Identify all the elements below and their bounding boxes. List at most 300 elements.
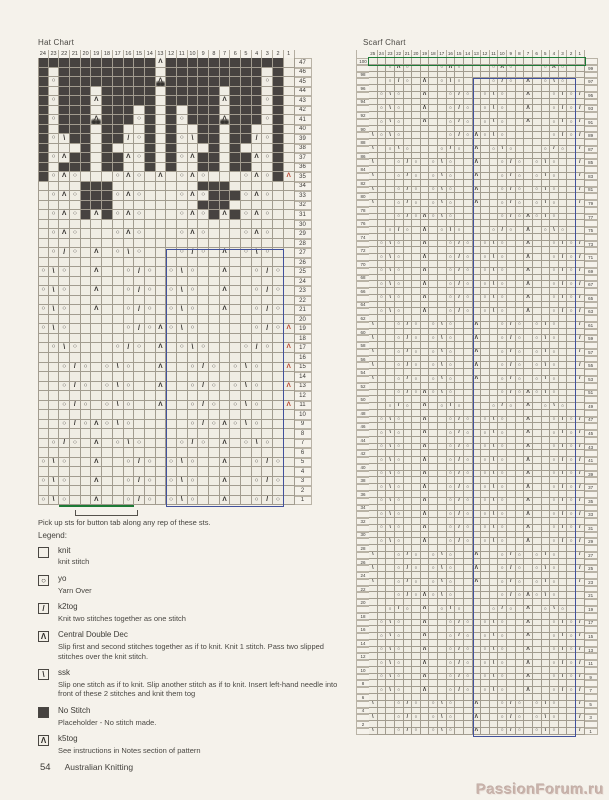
stitch-cell-knit xyxy=(542,464,551,471)
stitch-cell-knit xyxy=(447,653,456,660)
stitch-cell-knit xyxy=(498,99,507,106)
stitch-cell-knit xyxy=(464,214,473,221)
stitch-cell-knit xyxy=(124,296,135,306)
stitch-cell-yo: ○ xyxy=(124,458,135,468)
stitch-cell-knit xyxy=(378,220,387,227)
stitch-cell-k2tog: / xyxy=(262,458,273,468)
stitch-cell-yo: ○ xyxy=(395,592,404,599)
stitch-cell-knit xyxy=(262,420,273,430)
stitch-cell-cdd: Λ xyxy=(220,420,231,430)
stitch-cell-knit xyxy=(412,281,421,288)
col-number: 15 xyxy=(455,50,464,58)
stitch-cell-knit xyxy=(38,429,49,439)
stitch-cell-knit xyxy=(533,687,542,694)
stitch-cell-cdd: Λ xyxy=(91,439,102,449)
row-number: 32 xyxy=(356,518,369,525)
stitch-cell-ssk: \ xyxy=(490,687,499,694)
stitch-cell-k2tog: / xyxy=(576,525,585,532)
stitch-cell-knit xyxy=(438,613,447,620)
stitch-cell-yo: ○ xyxy=(395,660,404,667)
stitch-cell-knit xyxy=(369,220,378,227)
stitch-cell-knit xyxy=(38,363,49,373)
stitch-cell-knit xyxy=(166,258,177,268)
stitch-cell-ssk: \ xyxy=(177,496,188,506)
row-number: 15 xyxy=(585,633,598,640)
stitch-cell-cdd: Λ xyxy=(473,146,482,153)
stitch-cell-knit xyxy=(490,572,499,579)
chart-row xyxy=(356,105,598,112)
stitch-cell-cdd: Λ xyxy=(447,65,456,72)
stitch-cell-knit xyxy=(447,383,456,390)
stitch-cell-yo: ○ xyxy=(550,714,559,721)
stitch-cell-yo: ○ xyxy=(395,728,404,735)
stitch-cell-knit xyxy=(284,248,295,258)
stitch-cell-knit xyxy=(438,518,447,525)
stitch-cell-knit xyxy=(91,106,102,116)
stitch-cell-knit xyxy=(507,457,516,464)
stitch-cell-ssk: \ xyxy=(490,538,499,545)
stitch-cell-knit xyxy=(230,343,241,353)
stitch-cell-cdd: Λ xyxy=(188,191,199,201)
stitch-cell-knit xyxy=(209,296,220,306)
stitch-cell-knit xyxy=(542,694,551,701)
stitch-cell-yo: ○ xyxy=(262,439,273,449)
stitch-cell-nostitch xyxy=(70,68,81,78)
stitch-cell-ssk: \ xyxy=(490,484,499,491)
stitch-cell-knit xyxy=(507,126,516,133)
stitch-cell-knit xyxy=(386,694,395,701)
stitch-cell-knit xyxy=(230,267,241,277)
stitch-cell-knit xyxy=(447,518,456,525)
stitch-cell-knit xyxy=(378,477,387,484)
stitch-cell-knit xyxy=(438,444,447,451)
stitch-cell-cdd: Λ xyxy=(524,254,533,261)
stitch-cell-knit xyxy=(567,159,576,166)
stitch-cell-knit xyxy=(567,322,576,329)
stitch-cell-k2tog: / xyxy=(404,714,413,721)
stitch-cell-knit xyxy=(455,694,464,701)
stitch-cell-knit xyxy=(262,277,273,287)
stitch-cell-knit xyxy=(576,626,585,633)
stitch-cell-yo: ○ xyxy=(447,362,456,369)
chart-row xyxy=(356,620,598,627)
stitch-cell-ssk: \ xyxy=(386,92,395,99)
stitch-cell-knit xyxy=(378,464,387,471)
stitch-cell-yo: ○ xyxy=(464,132,473,139)
stitch-cell-knit xyxy=(447,139,456,146)
stitch-cell-knit xyxy=(386,390,395,397)
row-number: 18 xyxy=(295,334,312,344)
chart-row xyxy=(356,680,598,687)
stitch-cell-knit xyxy=(421,477,430,484)
stitch-cell-k2tog: / xyxy=(134,305,145,315)
stitch-cell-nostitch xyxy=(230,191,241,201)
stitch-cell-knit xyxy=(369,390,378,397)
stitch-cell-knit xyxy=(516,153,525,160)
stitch-cell-knit xyxy=(145,391,156,401)
stitch-cell-knit xyxy=(490,586,499,593)
stitch-cell-knit xyxy=(542,457,551,464)
stitch-cell-knit xyxy=(438,295,447,302)
stitch-cell-knit xyxy=(386,532,395,539)
stitch-cell-knit xyxy=(386,396,395,403)
stitch-cell-yo: ○ xyxy=(507,403,516,410)
stitch-cell-knit xyxy=(481,214,490,221)
stitch-cell-knit xyxy=(447,572,456,579)
stitch-cell-yo: ○ xyxy=(533,214,542,221)
stitch-cell-knit xyxy=(567,477,576,484)
stitch-cell-knit xyxy=(145,172,156,182)
chart-row xyxy=(38,382,312,392)
stitch-cell-k2tog: / xyxy=(262,477,273,487)
stitch-cell-yo: ○ xyxy=(59,363,70,373)
stitch-cell-knit xyxy=(59,201,70,211)
chart-row xyxy=(38,163,312,173)
stitch-cell-knit xyxy=(429,437,438,444)
stitch-cell-knit xyxy=(490,187,499,194)
stitch-cell-knit xyxy=(378,234,387,241)
stitch-cell-knit xyxy=(455,586,464,593)
stitch-cell-knit xyxy=(113,353,124,363)
stitch-cell-yo: ○ xyxy=(395,187,404,194)
stitch-cell-knit xyxy=(369,329,378,336)
stitch-cell-nostitch xyxy=(220,68,231,78)
stitch-cell-knit xyxy=(429,430,438,437)
stitch-cell-knit xyxy=(481,592,490,599)
stitch-cell-knit xyxy=(481,322,490,329)
stitch-cell-knit xyxy=(156,220,167,230)
stitch-cell-knit xyxy=(429,275,438,282)
stitch-cell-k2tog: / xyxy=(70,401,81,411)
stitch-cell-nostitch xyxy=(102,182,113,192)
stitch-cell-yo: ○ xyxy=(447,132,456,139)
stitch-cell-knit xyxy=(576,99,585,106)
row-number: 41 xyxy=(295,115,312,125)
stitch-cell-knit xyxy=(464,234,473,241)
stitch-cell-yo: ○ xyxy=(533,200,542,207)
stitch-cell-knit xyxy=(59,486,70,496)
stitch-cell-knit xyxy=(113,467,124,477)
stitch-cell-knit xyxy=(38,420,49,430)
stitch-cell-knit xyxy=(490,335,499,342)
stitch-cell-yo: ○ xyxy=(516,159,525,166)
stitch-cell-knit xyxy=(464,437,473,444)
stitch-cell-cdd: Λ xyxy=(421,606,430,613)
chart-row xyxy=(38,125,312,135)
stitch-cell-knit xyxy=(473,450,482,457)
stitch-cell-knit xyxy=(102,220,113,230)
stitch-cell-knit xyxy=(490,701,499,708)
stitch-cell-knit xyxy=(412,396,421,403)
stitch-cell-knit xyxy=(550,599,559,606)
stitch-cell-knit xyxy=(209,334,220,344)
stitch-cell-knit xyxy=(145,410,156,420)
stitch-cell-knit xyxy=(230,486,241,496)
stitch-cell-knit xyxy=(369,261,378,268)
stitch-cell-yo: ○ xyxy=(498,281,507,288)
stitch-cell-knit xyxy=(113,305,124,315)
stitch-cell-knit xyxy=(550,112,559,119)
stitch-cell-knit xyxy=(516,241,525,248)
stitch-cell-k2tog: / xyxy=(404,214,413,221)
stitch-cell-knit xyxy=(209,229,220,239)
stitch-cell-knit xyxy=(70,496,81,506)
stitch-cell-knit xyxy=(378,166,387,173)
stitch-cell-yo: ○ xyxy=(464,511,473,518)
stitch-cell-knit xyxy=(438,437,447,444)
stitch-cell-knit xyxy=(412,572,421,579)
stitch-cell-knit xyxy=(481,532,490,539)
stitch-cell-knit xyxy=(438,369,447,376)
stitch-cell-knit xyxy=(464,410,473,417)
row-number: 94 xyxy=(356,99,369,106)
stitch-cell-knit xyxy=(516,78,525,85)
stitch-cell-yo: ○ xyxy=(498,525,507,532)
row-number: 23 xyxy=(585,579,598,586)
stitch-cell-knit xyxy=(481,173,490,180)
stitch-cell-yo: ○ xyxy=(567,674,576,681)
row-number: 29 xyxy=(295,229,312,239)
stitch-cell-knit xyxy=(429,342,438,349)
stitch-cell-knit xyxy=(70,391,81,401)
stitch-cell-yo: ○ xyxy=(516,173,525,180)
stitch-cell-knit xyxy=(438,545,447,552)
stitch-cell-yo: ○ xyxy=(438,78,447,85)
stitch-cell-knit xyxy=(507,315,516,322)
stitch-cell-knit xyxy=(378,288,387,295)
stitch-cell-knit xyxy=(542,356,551,363)
stitch-cell-yo: ○ xyxy=(378,241,387,248)
stitch-cell-knit xyxy=(455,559,464,566)
stitch-cell-knit xyxy=(378,680,387,687)
stitch-cell-knit xyxy=(516,99,525,106)
stitch-cell-knit xyxy=(421,708,430,715)
stitch-cell-knit xyxy=(550,356,559,363)
stitch-cell-nostitch xyxy=(81,201,92,211)
stitch-cell-knit xyxy=(220,144,231,154)
stitch-cell-knit xyxy=(559,153,568,160)
stitch-cell-knit xyxy=(567,667,576,674)
stitch-cell-knit xyxy=(429,369,438,376)
stitch-cell-knit xyxy=(386,99,395,106)
stitch-cell-nostitch xyxy=(113,106,124,116)
stitch-cell-ssk: \ xyxy=(438,159,447,166)
stitch-cell-ssk: \ xyxy=(386,241,395,248)
stitch-cell-knit xyxy=(533,369,542,376)
stitch-cell-yo: ○ xyxy=(481,620,490,627)
stitch-cell-yo: ○ xyxy=(262,343,273,353)
stitch-cell-knit xyxy=(386,626,395,633)
row-number xyxy=(356,417,369,424)
stitch-cell-cdd: Λ xyxy=(91,458,102,468)
stitch-cell-k2tog: / xyxy=(455,308,464,315)
stitch-cell-cdd: Λ xyxy=(421,484,430,491)
stitch-cell-yo: ○ xyxy=(378,444,387,451)
stitch-cell-knit xyxy=(38,201,49,211)
stitch-cell-knit xyxy=(481,261,490,268)
stitch-cell-k2tog: / xyxy=(576,498,585,505)
stitch-cell-knit xyxy=(516,329,525,336)
stitch-cell-knit xyxy=(145,439,156,449)
stitch-cell-knit xyxy=(455,261,464,268)
stitch-cell-knit xyxy=(252,410,263,420)
stitch-cell-knit xyxy=(395,315,404,322)
stitch-cell-knit xyxy=(59,429,70,439)
stitch-cell-knit xyxy=(550,396,559,403)
stitch-cell-knit xyxy=(464,72,473,79)
chart-row xyxy=(356,390,598,397)
stitch-cell-yo: ○ xyxy=(166,496,177,506)
stitch-cell-knit xyxy=(507,491,516,498)
stitch-cell-ssk: \ xyxy=(542,335,551,342)
stitch-cell-yo: ○ xyxy=(134,172,145,182)
stitch-cell-knit xyxy=(386,552,395,559)
stitch-cell-knit xyxy=(429,85,438,92)
stitch-cell-knit xyxy=(156,391,167,401)
stitch-cell-nostitch xyxy=(198,201,209,211)
stitch-cell-ssk: \ xyxy=(550,403,559,410)
stitch-cell-knit xyxy=(230,239,241,249)
stitch-cell-knit xyxy=(284,239,295,249)
stitch-cell-knit xyxy=(412,518,421,525)
stitch-cell-knit xyxy=(404,166,413,173)
stitch-cell-knit xyxy=(473,166,482,173)
stitch-cell-knit xyxy=(395,180,404,187)
stitch-cell-cddred: Λ xyxy=(284,324,295,334)
stitch-cell-yo: ○ xyxy=(81,363,92,373)
stitch-cell-knit xyxy=(429,166,438,173)
stitch-cell-knit xyxy=(429,559,438,566)
stitch-cell-ssk: \ xyxy=(369,565,378,572)
stitch-cell-yo: ○ xyxy=(550,633,559,640)
stitch-cell-knit xyxy=(378,423,387,430)
stitch-cell-cdd: Λ xyxy=(524,308,533,315)
stitch-cell-knit xyxy=(507,437,516,444)
stitch-cell-cdd: Λ xyxy=(59,229,70,239)
chart-row xyxy=(356,329,598,336)
row-number xyxy=(585,653,598,660)
stitch-cell-knit xyxy=(166,343,177,353)
stitch-cell-knit xyxy=(395,99,404,106)
stitch-cell-yo: ○ xyxy=(378,430,387,437)
stitch-cell-knit xyxy=(438,694,447,701)
stitch-cell-knit xyxy=(559,112,568,119)
stitch-cell-knit xyxy=(490,72,499,79)
stitch-cell-knit xyxy=(473,72,482,79)
stitch-cell-k2tog: / xyxy=(507,159,516,166)
stitch-cell-knit xyxy=(252,296,263,306)
stitch-cell-knit xyxy=(198,315,209,325)
stitch-cell-knit xyxy=(473,281,482,288)
stitch-cell-knit xyxy=(124,239,135,249)
stitch-cell-knit xyxy=(421,701,430,708)
stitch-cell-knit xyxy=(576,390,585,397)
stitch-cell-knit xyxy=(49,363,60,373)
stitch-cell-knit xyxy=(473,58,482,65)
stitch-cell-knit xyxy=(438,538,447,545)
stitch-cell-knit xyxy=(230,277,241,287)
stitch-cell-knit xyxy=(412,99,421,106)
stitch-cell-knit xyxy=(490,708,499,715)
row-number: 25 xyxy=(295,267,312,277)
stitch-cell-nostitch xyxy=(91,191,102,201)
stitch-cell-knit xyxy=(438,207,447,214)
stitch-cell-cdd: Λ xyxy=(91,210,102,220)
row-number xyxy=(585,139,598,146)
row-number: 76 xyxy=(356,220,369,227)
stitch-cell-knit xyxy=(559,214,568,221)
stitch-cell-knit xyxy=(284,258,295,268)
stitch-cell-ssk: \ xyxy=(447,227,456,234)
stitch-cell-knit xyxy=(378,559,387,566)
stitch-cell-knit xyxy=(70,286,81,296)
stitch-cell-knit xyxy=(156,96,167,106)
stitch-cell-knit xyxy=(533,281,542,288)
stitch-cell-knit xyxy=(464,342,473,349)
stitch-cell-knit xyxy=(284,201,295,211)
stitch-cell-nostitch xyxy=(241,77,252,87)
stitch-cell-knit xyxy=(59,448,70,458)
stitch-cell-knit xyxy=(507,647,516,654)
stitch-cell-cdd: Λ xyxy=(498,65,507,72)
stitch-cell-knit xyxy=(421,275,430,282)
stitch-cell-knit xyxy=(438,396,447,403)
stitch-cell-cdd: Λ xyxy=(524,227,533,234)
stitch-cell-knit xyxy=(220,229,231,239)
stitch-cell-knit xyxy=(490,180,499,187)
stitch-cell-yo: ○ xyxy=(464,525,473,532)
row-number xyxy=(585,383,598,390)
stitch-cell-yo: ○ xyxy=(550,308,559,315)
stitch-cell-knit xyxy=(429,78,438,85)
stitch-cell-knit xyxy=(369,450,378,457)
stitch-cell-knit xyxy=(473,99,482,106)
row-number xyxy=(585,153,598,160)
chart-row xyxy=(38,496,312,506)
stitch-cell-knit xyxy=(473,268,482,275)
stitch-cell-knit xyxy=(156,163,167,173)
row-number: 38 xyxy=(295,144,312,154)
stitch-cell-knit xyxy=(404,72,413,79)
stitch-cell-knit xyxy=(438,58,447,65)
stitch-cell-knit xyxy=(438,153,447,160)
stitch-cell-knit xyxy=(166,401,177,411)
stitch-cell-knit xyxy=(134,382,145,392)
stitch-cell-knit xyxy=(404,687,413,694)
stitch-cell-knit xyxy=(490,126,499,133)
stitch-cell-yo: ○ xyxy=(533,565,542,572)
stitch-cell-yo: ○ xyxy=(550,200,559,207)
stitch-cell-knit xyxy=(412,403,421,410)
stitch-cell-knit xyxy=(188,429,199,439)
stitch-cell-nostitch xyxy=(145,163,156,173)
stitch-cell-knit xyxy=(516,410,525,417)
stitch-cell-knit xyxy=(113,296,124,306)
stitch-cell-knit xyxy=(481,193,490,200)
stitch-cell-knit xyxy=(473,241,482,248)
stitch-cell-yo: ○ xyxy=(550,592,559,599)
row-number: 17 xyxy=(585,620,598,627)
stitch-cell-yo: ○ xyxy=(567,498,576,505)
stitch-cell-knit xyxy=(567,99,576,106)
row-number xyxy=(585,356,598,363)
stitch-cell-knit xyxy=(91,353,102,363)
stitch-cell-knit xyxy=(70,258,81,268)
stitch-cell-yo: ○ xyxy=(124,401,135,411)
stitch-cell-knit xyxy=(490,349,499,356)
stitch-cell-yo: ○ xyxy=(438,146,447,153)
stitch-cell-knit xyxy=(516,640,525,647)
